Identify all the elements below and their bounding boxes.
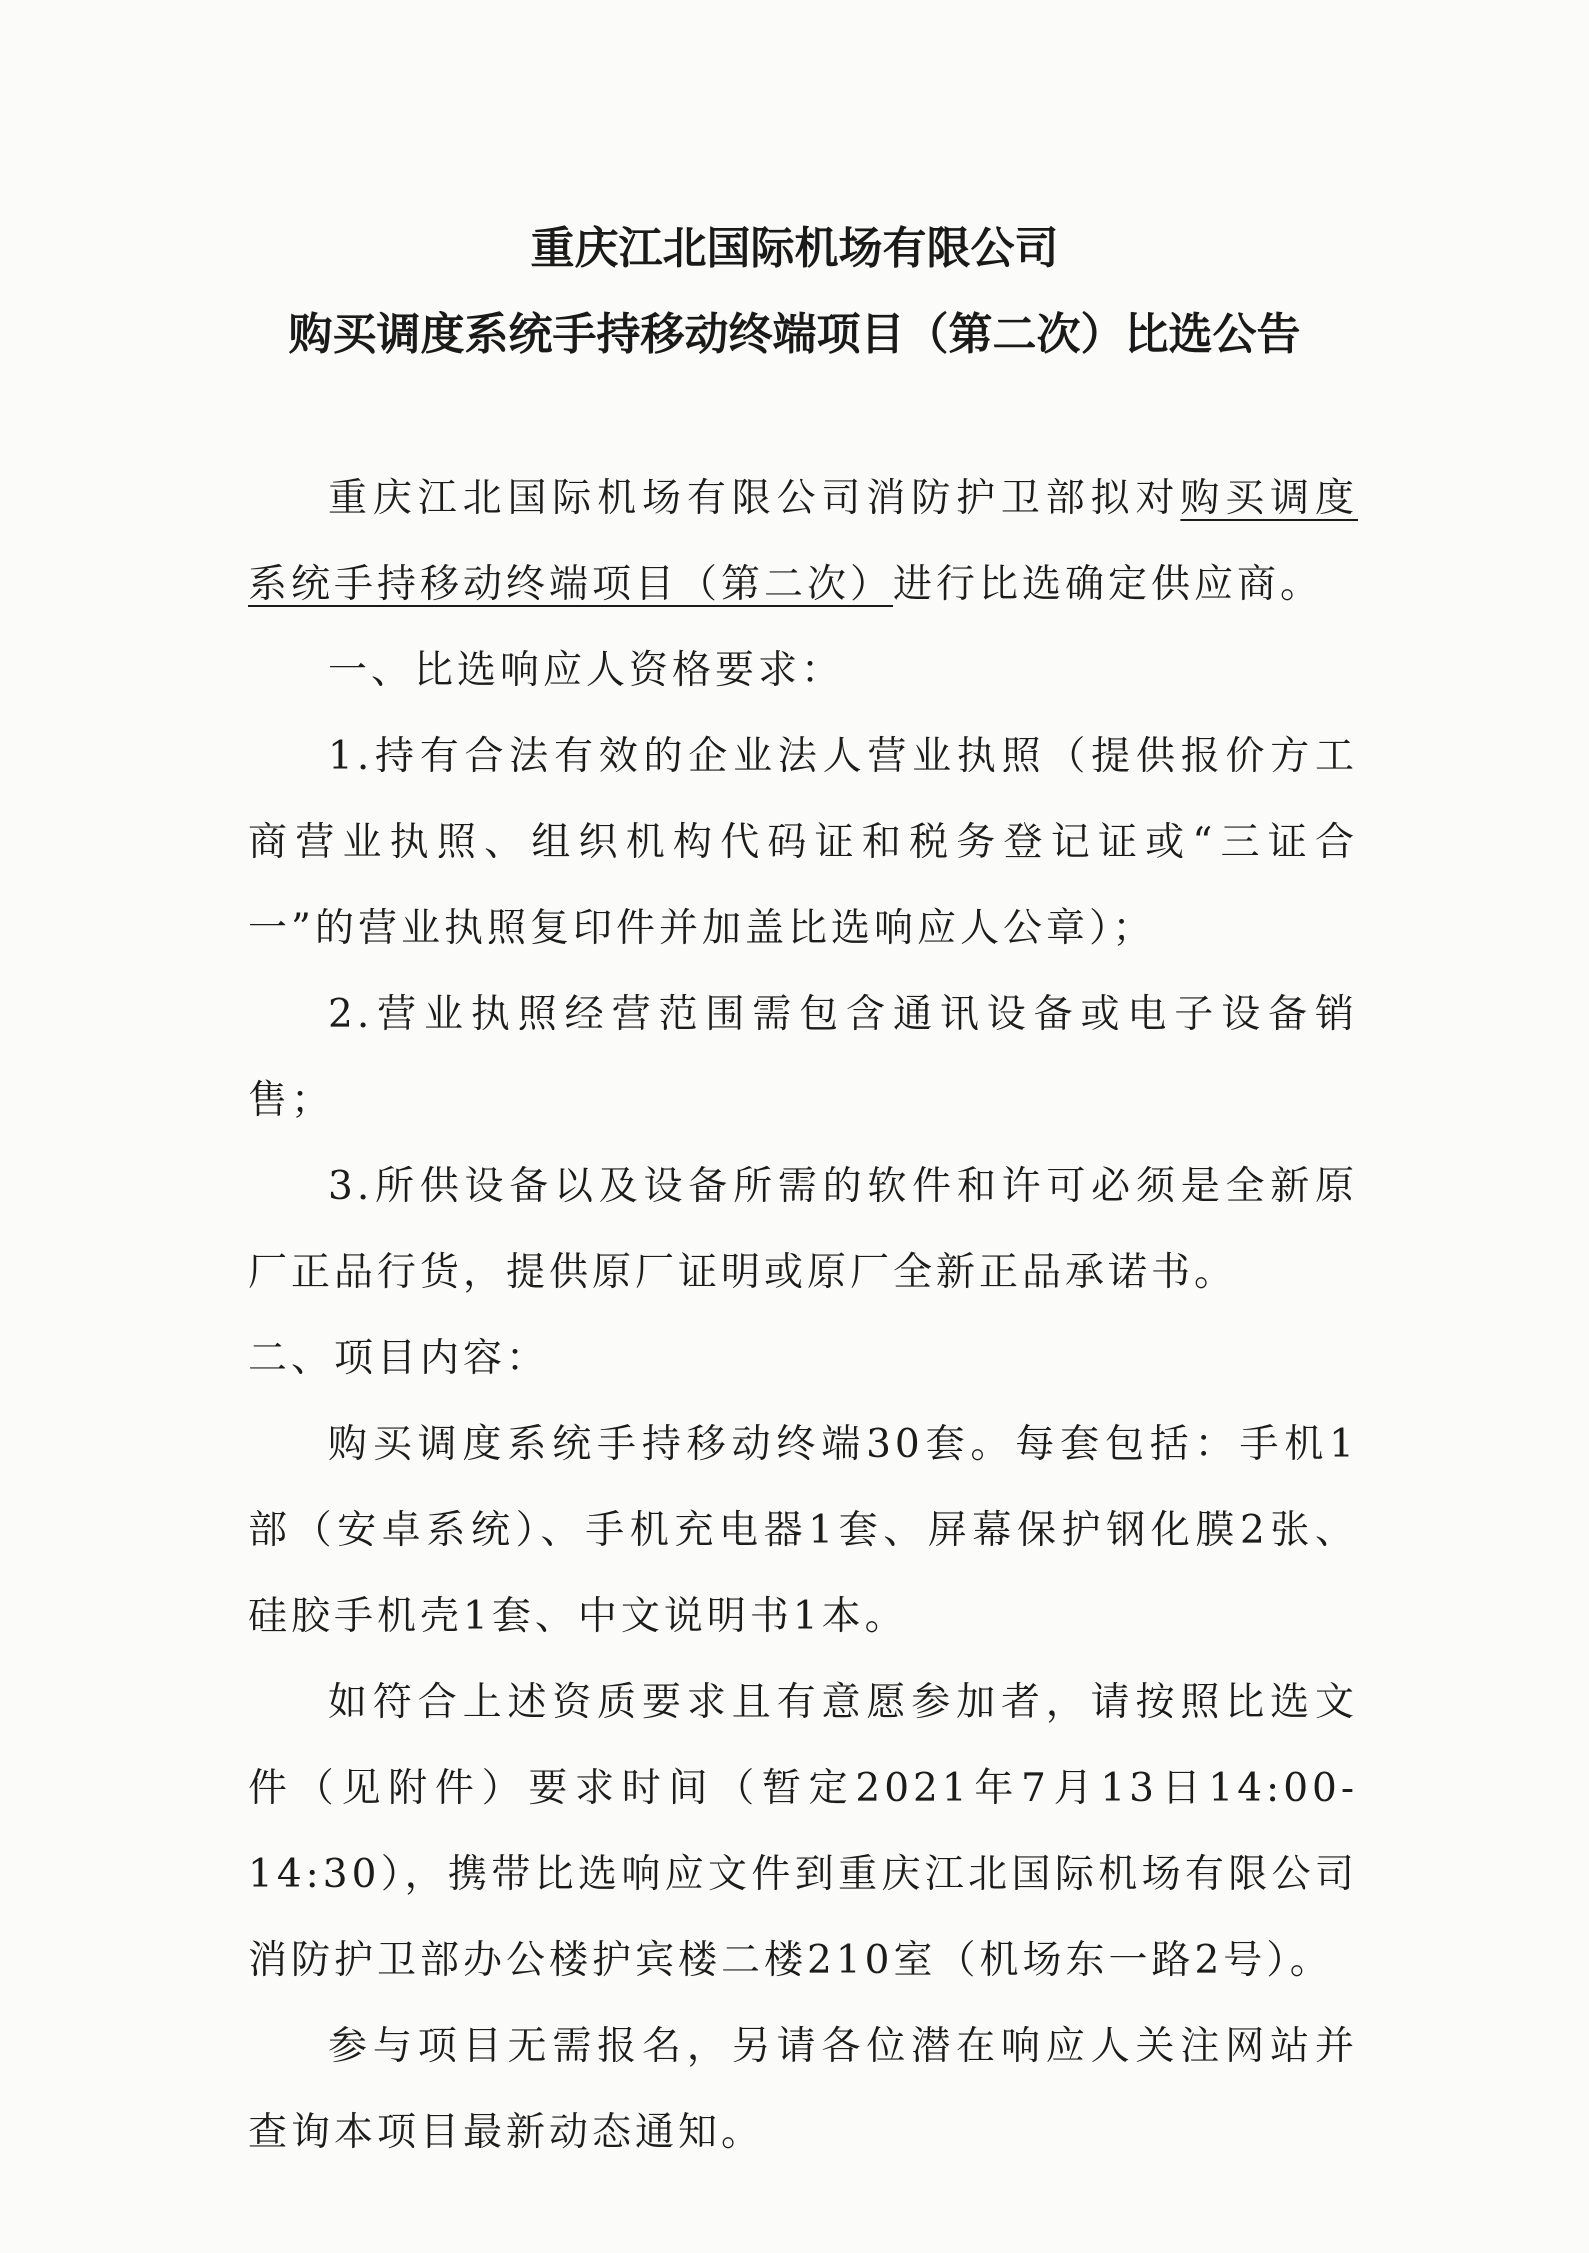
section2-heading: 二、项目内容：	[248, 1336, 550, 1381]
requirement-item-3: 3.所供设备以及设备所需的软件和许可必须是全新原厂正品行货，提供原厂证明或原厂全新正品承诺书。	[248, 1164, 1358, 1295]
project-name: 购买调度系统手持移动终端项目（第二次）	[248, 476, 1358, 607]
registration-notice: 参与项目无需报名，另请各位潜在响应人关注网站并查询本项目最新动态通知。	[248, 2024, 1358, 2155]
document-title-company: 重庆江北国际机场有限公司	[530, 223, 1059, 274]
requirement-item-2: 2.营业执照经营范围需包含通讯设备或电子设备销售；	[248, 992, 1358, 1123]
section2-content: 购买调度系统手持移动终端30套。每套包括：手机1部（安卓系统）、手机充电器1套、屏幕保护钢化膜2张、硅胶手机壳1套、中文说明书1本。	[248, 1422, 1358, 1639]
section1-heading: 一、比选响应人资格要求：	[328, 648, 845, 693]
requirement-item-1: 1.持有合法有效的企业法人营业执照（提供报价方工商营业执照、组织机构代码证和税务登记证或“三证合一”的营业执照复印件并加盖比选响应人公章）；	[248, 734, 1358, 951]
intro-after: 进行比选确定供应商。	[893, 562, 1324, 607]
document-body	[248, 456, 1358, 2176]
intro-paragraph	[248, 456, 1358, 628]
submission-notice: 如符合上述资质要求且有意愿参加者，请按照比选文件（见附件）要求时间（暂定2021年7月13日14:00-14:30），携带比选响应文件到重庆江北国际机场有限公司消防护卫部办公楼护宾楼二楼210室（机场东一路2号）。	[248, 1680, 1358, 1983]
intro-before: 重庆江北国际机场有限公司消防护卫部拟对	[328, 476, 1181, 521]
document-title-announcement: 购买调度系统手持移动终端项目（第二次）比选公告	[288, 309, 1301, 360]
